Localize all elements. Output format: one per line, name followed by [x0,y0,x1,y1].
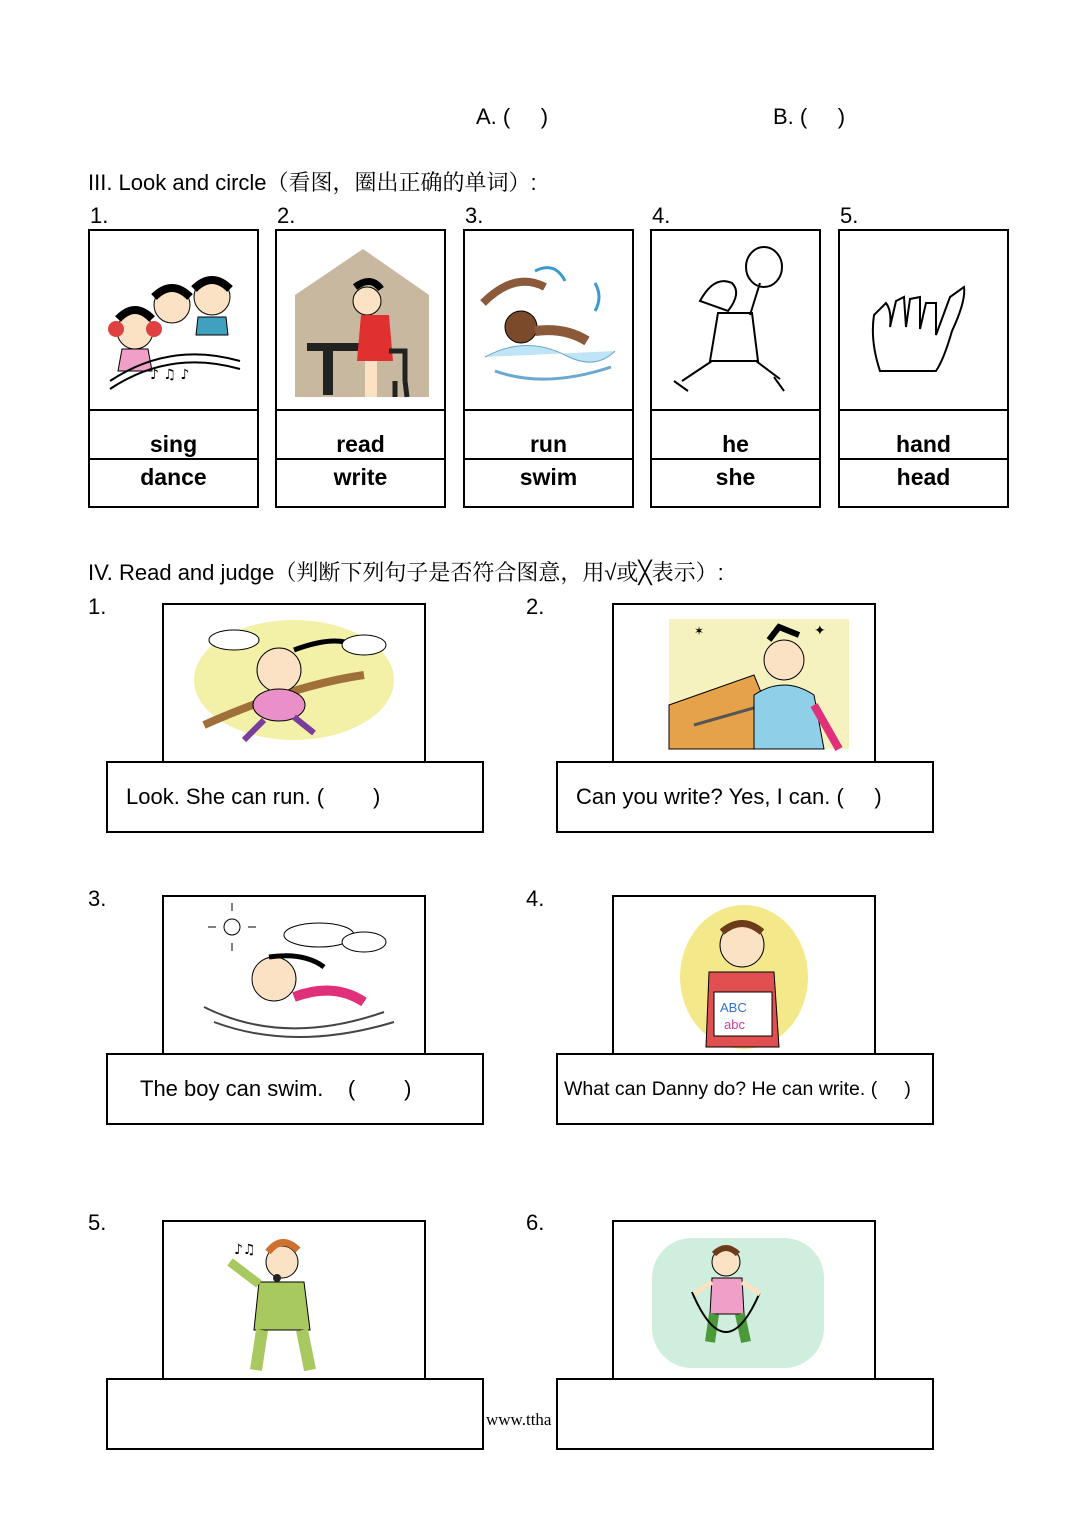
word-option[interactable]: hand [838,409,1009,460]
item-number: 3. [88,886,107,911]
girl-writing-picture [275,229,446,411]
boy-skipping-rope-picture [612,1220,876,1380]
swimmer-picture [463,229,634,411]
man-singing-picture [162,1220,426,1380]
word-option[interactable]: dance [88,458,259,508]
option-b: B. ( ) [773,104,846,129]
word-option[interactable]: read [275,409,446,460]
hand-picture [838,229,1009,411]
svg-text:♪♫: ♪♫ [234,1242,256,1258]
girl-at-desk-picture [612,603,876,763]
word-option[interactable]: write [275,458,446,508]
svg-text:abc: abc [724,1017,745,1032]
item-number: 4. [652,203,671,228]
item-number: 1. [88,594,107,619]
watermark-text: www.ttha [486,1410,552,1429]
person-with-ball-picture [650,229,821,411]
item-number: 5. [88,1210,107,1235]
item-number: 4. [526,886,545,911]
word-option[interactable]: she [650,458,821,508]
children-singing-picture [88,229,259,411]
sentence-box: Can you write? Yes, I can. ( ) [556,761,934,833]
svg-text:♪ ♫ ♪: ♪ ♫ ♪ [150,367,190,383]
item-number: 5. [840,203,859,228]
word-option[interactable]: he [650,409,821,460]
item-number: 1. [90,203,109,228]
word-option[interactable]: run [463,409,634,460]
svg-text:ABC: ABC [720,1000,747,1015]
sentence-box: The boy can swim. ( ) [106,1053,484,1125]
boy-with-drawing-picture [612,895,876,1055]
girl-swimming-picture [162,895,426,1055]
section3-title: III. Look and circle（看图，圈出正确的单词）: [88,170,537,195]
svg-text:✦: ✦ [814,622,826,638]
item-number: 2. [526,594,545,619]
word-option[interactable]: sing [88,409,259,460]
item-number: 2. [277,203,296,228]
item-number: 3. [465,203,484,228]
sentence-box: Look. She can run. ( ) [106,761,484,833]
sentence-box: What can Danny do? He can write. ( ) [556,1053,934,1125]
option-a: A. ( ) [476,104,549,129]
girl-running-picture [162,603,426,763]
section4-title: IV. Read and judge（判断下列句子是否符合图意，用√或╳表示）: [88,560,724,585]
word-option[interactable]: head [838,458,1009,508]
answer-box[interactable] [106,1378,484,1450]
answer-box[interactable] [556,1378,934,1450]
item-number: 6. [526,1210,545,1235]
word-option[interactable]: swim [463,458,634,508]
svg-text:✶: ✶ [694,624,705,638]
